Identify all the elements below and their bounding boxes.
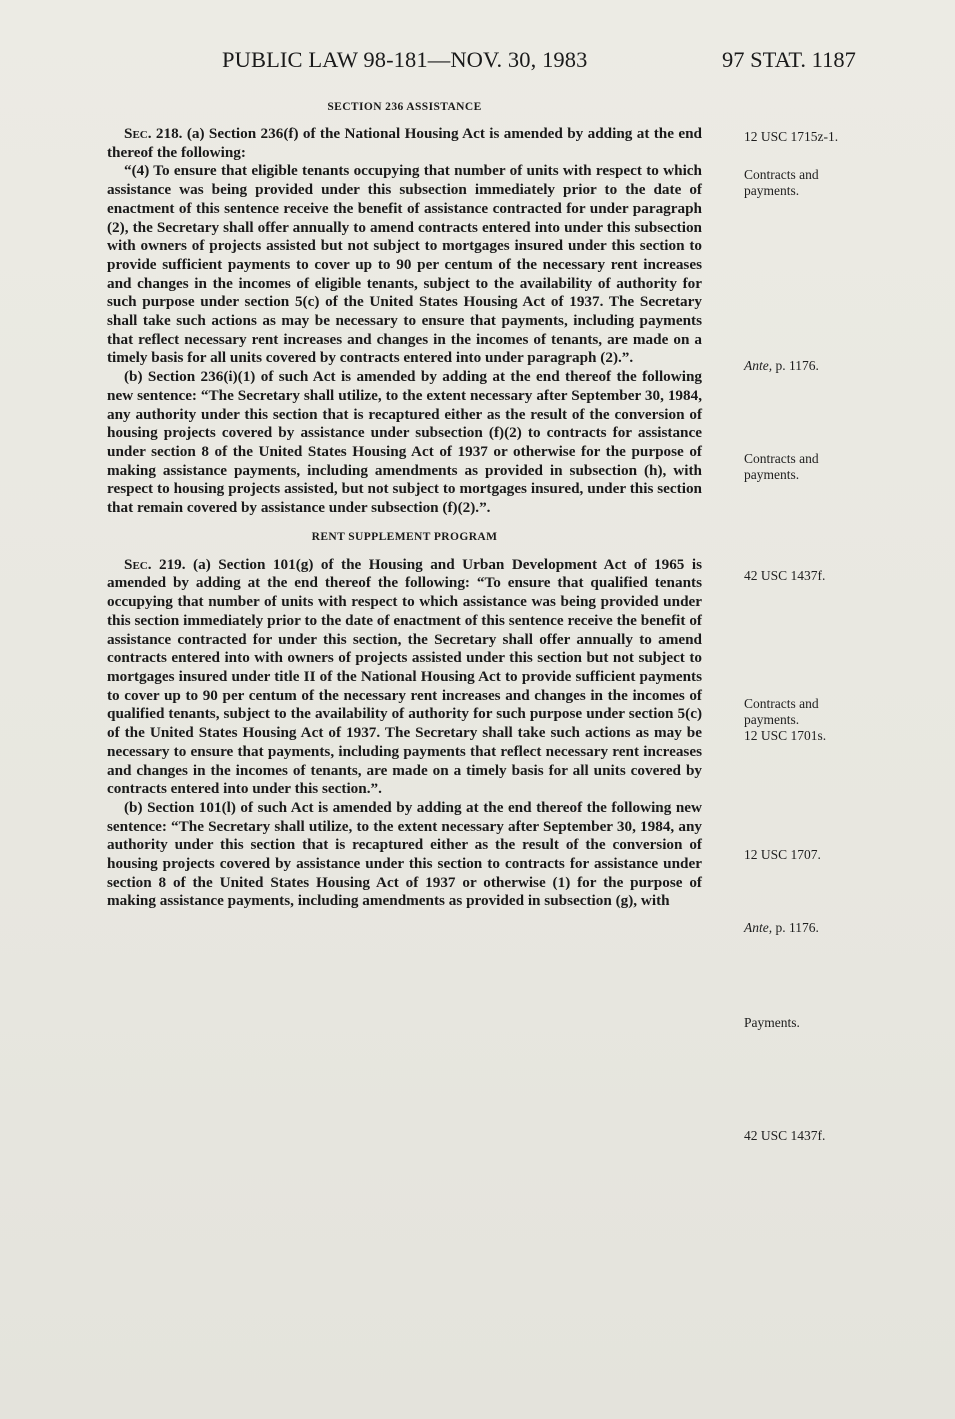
margin-note-citation: 12 USC 1707. bbox=[744, 847, 821, 862]
paragraph: “(4) To ensure that eligible tenants occupying that number of units with respect to which assistance was being provided under this subsection immediately prior to the date of enactment of this sentence receive the benefit of assistance contracted for under paragraph (2), the Secretary shall offer annually to amend contracts entered into under this subsection with owners of projects assisted but not subject to mortgages insured under this section to provide sufficient payments to cover up to 90 per centum of the necessary rent increases and changes in the incomes of eligible tenants, subject to the availability of authority for such purpose under section 5(c) of the United States Housing Act of 1937. The Secretary shall take such actions as may be necessary to ensure that payments, including payments that reflect necessary rent increases and changes in the incomes of tenants, are made on a timely basis for all units covered by contracts entered into under paragraph (2).”. bbox=[107, 162, 702, 367]
margin-note-citation: 42 USC 1437f. bbox=[744, 568, 826, 583]
page-header-title: PUBLIC LAW 98-181—NOV. 30, 1983 bbox=[222, 47, 588, 72]
paragraph: (b) Section 101(l) of such Act is amended by adding at the end thereof the following new sentence: “The Secretary shall utilize, to the extent necessary after September 30, 1984, any authority under this section that is recaptured either as the result of the conversion of housing projects covered by assistance under this section to contracts for assistance under section 8 of the United States Housing Act of 1937 or otherwise (1) for the purpose of making assistance payments, including amendments as provided in subsection (g), with bbox=[107, 798, 702, 910]
margin-note: Contracts and payments. bbox=[744, 696, 819, 727]
paragraph bbox=[107, 125, 702, 162]
main-text-column bbox=[107, 95, 702, 911]
section-heading: SECTION 236 ASSISTANCE bbox=[327, 101, 482, 113]
margin-note-citation: Ante, p. 1176. bbox=[744, 358, 819, 373]
section-label: Sec. 218. bbox=[124, 125, 183, 142]
paragraph-text: (a) Section 236(f) of the National Housing Act is amended by adding at the end thereof the following: bbox=[107, 125, 702, 161]
margin-note: Payments. bbox=[744, 1015, 800, 1030]
paragraph: (b) Section 236(i)(1) of such Act is amended by adding at the end thereof the following new sentence: “The Secretary shall utilize, to the extent necessary after September 30, 1984, any authority under this section that is recaptured either as the result of the conversion of housing projects covered by assistance under subsection (f)(2) to contracts for assistance under section 8 of the United States Housing Act of 1937 or otherwise for the purpose of making assistance payments, including amendments as provided in subsection (h), with respect to housing projects assisted, but not subject to mortgages insured, under this section that remain covered by assistance under subsection (f)(2).”. bbox=[107, 368, 702, 517]
margin-note-citation: 12 USC 1715z-1. bbox=[744, 129, 839, 144]
margin-note: Contracts and payments. bbox=[744, 451, 819, 482]
margin-note-citation: 12 USC 1701s. bbox=[744, 728, 827, 743]
section-heading: RENT SUPPLEMENT PROGRAM bbox=[311, 530, 498, 543]
margin-note: Contracts and payments. bbox=[744, 167, 819, 198]
margin-note-citation: 42 USC 1437f. bbox=[744, 1128, 826, 1143]
margin-note-citation: Ante, p. 1176. bbox=[744, 920, 819, 935]
paragraph-text: (a) Section 101(g) of the Housing and Urban Development Act of 1965 is amended by adding at the end thereof the following: “To ensure that qualified tenants occupying that number of units with respect to which assistance was being provided under this section immediately prior to the date of enactment of this sentence receive the benefit of assistance contracted for under this section, the Secretary shall offer annually to amend contracts entered into with owners of projects assisted under this section but not subject to mortgages insured under title II of the National Housing Act to provide sufficient payments to cover up to 90 per centum of the necessary rent increases and changes in the incomes of qualified tenants, subject to the availability of authority for such purpose under section 5(c) of the United States Housing Act of 1937. The Secretary shall take such actions as may be necessary to ensure that payments, including payments that reflect necessary rent increases and changes in the incomes of tenants, are made on a timely basis for all units covered by contracts entered into under this section.”. bbox=[107, 555, 702, 798]
section-label: Sec. 219. bbox=[124, 555, 186, 573]
paragraph bbox=[107, 556, 702, 799]
statute-page-number: 97 STAT. 1187 bbox=[722, 47, 856, 72]
